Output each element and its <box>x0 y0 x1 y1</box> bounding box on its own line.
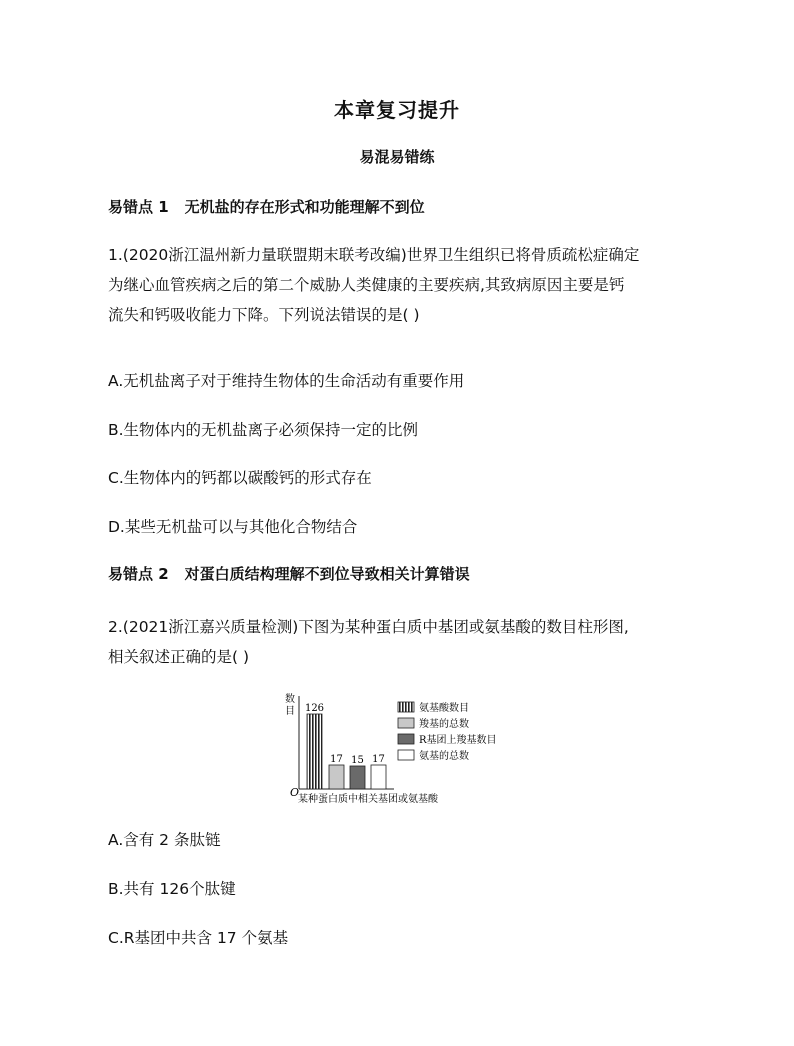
section-heading-1 <box>108 196 425 217</box>
stem-line: 1.(2020浙江温州新力量联盟期末联考改编)世界卫生组织已将骨质疏松症确定 <box>108 246 640 264</box>
q2-option-c: C.R基团中共含 17 个氨基 <box>108 929 289 947</box>
legend-swatch <box>398 718 414 728</box>
legend-swatch <box>398 750 414 760</box>
legend-label: R基团上羧基数目 <box>419 735 497 746</box>
bar-4 <box>371 765 386 789</box>
section-text: 对蛋白质结构理解不到位导致相关计算错误 <box>184 565 470 583</box>
section-heading-2 <box>108 563 470 584</box>
page-subtitle: 易混易错练 <box>359 148 435 166</box>
stem-line: 流失和钙吸收能力下降。下列说法错误的是( ) <box>108 306 420 324</box>
bar-chart-svg <box>282 688 522 806</box>
q2-option-a: A.含有 2 条肽链 <box>108 831 221 849</box>
y-axis-label-1: 数 <box>285 694 295 705</box>
q1-option-b: B.生物体内的无机盐离子必须保持一定的比例 <box>108 421 419 439</box>
bar-3 <box>350 766 365 789</box>
legend-label: 羧基的总数 <box>419 719 469 730</box>
section-tag: 易错点 1 <box>108 198 169 216</box>
legend-swatch <box>398 702 414 712</box>
legend-label: 氨基酸数目 <box>419 703 469 714</box>
bar-value-label: 17 <box>372 754 385 765</box>
q1-option-c: C.生物体内的钙都以碳酸钙的形式存在 <box>108 469 372 487</box>
section-text: 无机盐的存在形式和功能理解不到位 <box>184 198 425 216</box>
bar-value-label: 17 <box>330 754 343 765</box>
q1-option-d: D.某些无机盐可以与其他化合物结合 <box>108 518 358 536</box>
stem-line: 2.(2021浙江嘉兴质量检测)下图为某种蛋白质中基团或氨基酸的数目柱形图, <box>108 618 629 636</box>
q1-option-a: A.无机盐离子对于维持生物体的生命活动有重要作用 <box>108 372 465 390</box>
bar-chart <box>282 688 522 806</box>
x-axis-label: 某种蛋白质中相关基团或氨基酸 <box>298 794 438 805</box>
bar-1 <box>307 714 322 789</box>
question-2-stem <box>108 612 629 672</box>
bar-2 <box>329 765 344 789</box>
bar-value-label: 15 <box>351 755 364 766</box>
question-1-stem <box>108 240 639 330</box>
bar-value-label: 126 <box>304 703 325 714</box>
stem-line: 相关叙述正确的是( ) <box>108 648 250 666</box>
y-axis-label-2: 目 <box>285 706 295 717</box>
origin-label: O <box>290 786 300 799</box>
q2-option-b: B.共有 126个肽键 <box>108 880 236 898</box>
section-tag: 易错点 2 <box>108 565 169 583</box>
legend-swatch <box>398 734 414 744</box>
legend-label: 氨基的总数 <box>419 751 469 762</box>
stem-line: 为继心血管疾病之后的第二个威胁人类健康的主要疾病,其致病原因主要是钙 <box>108 276 625 294</box>
page-title: 本章复习提升 <box>334 98 460 122</box>
